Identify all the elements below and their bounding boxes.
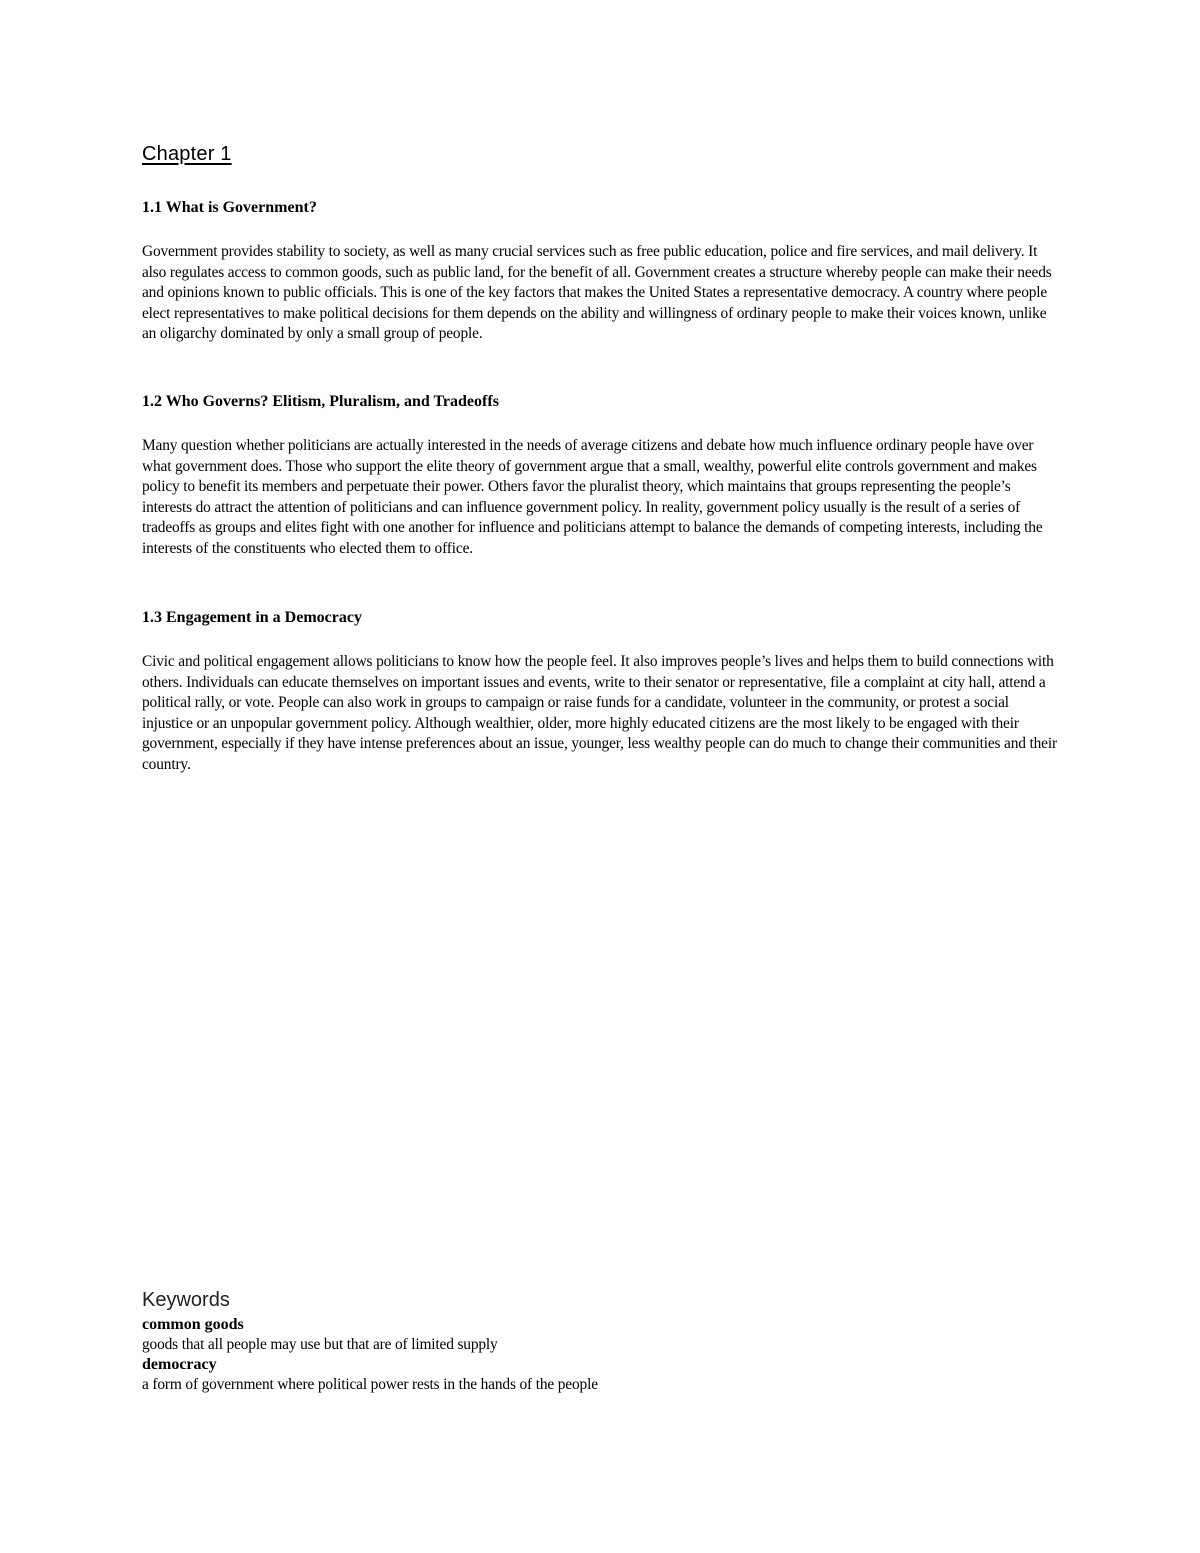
section-heading: 1.3 Engagement in a Democracy <box>142 609 362 626</box>
keyword-definition: a form of government where political power rests in the hands of the people <box>142 1376 598 1393</box>
section-engagement-in-democracy <box>142 608 1062 775</box>
keyword-entry <box>142 1355 1062 1395</box>
keyword-term: common goods <box>142 1316 244 1333</box>
chapter-title: Chapter 1 <box>142 143 232 165</box>
section-what-is-government <box>142 198 1062 345</box>
section-body: Government provides stability to society, as well as many crucial services such as free public education, police and fire services, and mail delivery. It also regulates access to common goods, such as public land, for the benefit of all. Government creates a structure whereby people can make their needs and opinions known to public officials. This is one of the key factors that makes the United States a representative democracy. A country where people elect representatives to make political decisions for them depends on the ability and willingness of ordinary people to make their voices known, unlike an oligarchy dominated by only a small group of people. <box>142 243 1052 342</box>
section-heading: 1.2 Who Governs? Elitism, Pluralism, and Tradeoffs <box>142 393 499 410</box>
keyword-entry <box>142 1315 1062 1355</box>
section-who-governs <box>142 392 1062 559</box>
keyword-definition: goods that all people may use but that are of limited supply <box>142 1336 498 1353</box>
section-heading: 1.1 What is Government? <box>142 199 317 216</box>
keyword-term: democracy <box>142 1356 217 1373</box>
keywords-glossary <box>142 1286 1062 1395</box>
section-body: Civic and political engagement allows politicians to know how the people feel. It also improves people’s lives and helps them to build connections with others. Individuals can educate themselves on important issues and events, write to their senator or representative, file a complaint at city hall, attend a political rally, or vote. People can also work in groups to campaign or raise funds for a candidate, volunteer in the community, or protest a social injustice or an unpopular government policy. Although wealthier, older, more highly educated citizens are the most likely to be engaged with their government, especially if they have intense preferences about an issue, younger, less wealthy people can do much to change their communities and their country. <box>142 653 1057 773</box>
keywords-heading: Keywords <box>142 1289 230 1311</box>
section-body: Many question whether politicians are actually interested in the needs of average citizens and debate how much influence ordinary people have over what government does. Those who support the elite theory of government argue that a small, wealthy, powerful elite controls government and makes policy to benefit its members and perpetuate their power. Others favor the pluralist theory, which maintains that groups representing the people’s interests do attract the attention of politicians and can influence government policy. In reality, government policy usually is the result of a series of tradeoffs as groups and elites fight with one another for influence and politicians attempt to balance the demands of competing interests, including the interests of the constituents who elected them to office. <box>142 437 1043 557</box>
